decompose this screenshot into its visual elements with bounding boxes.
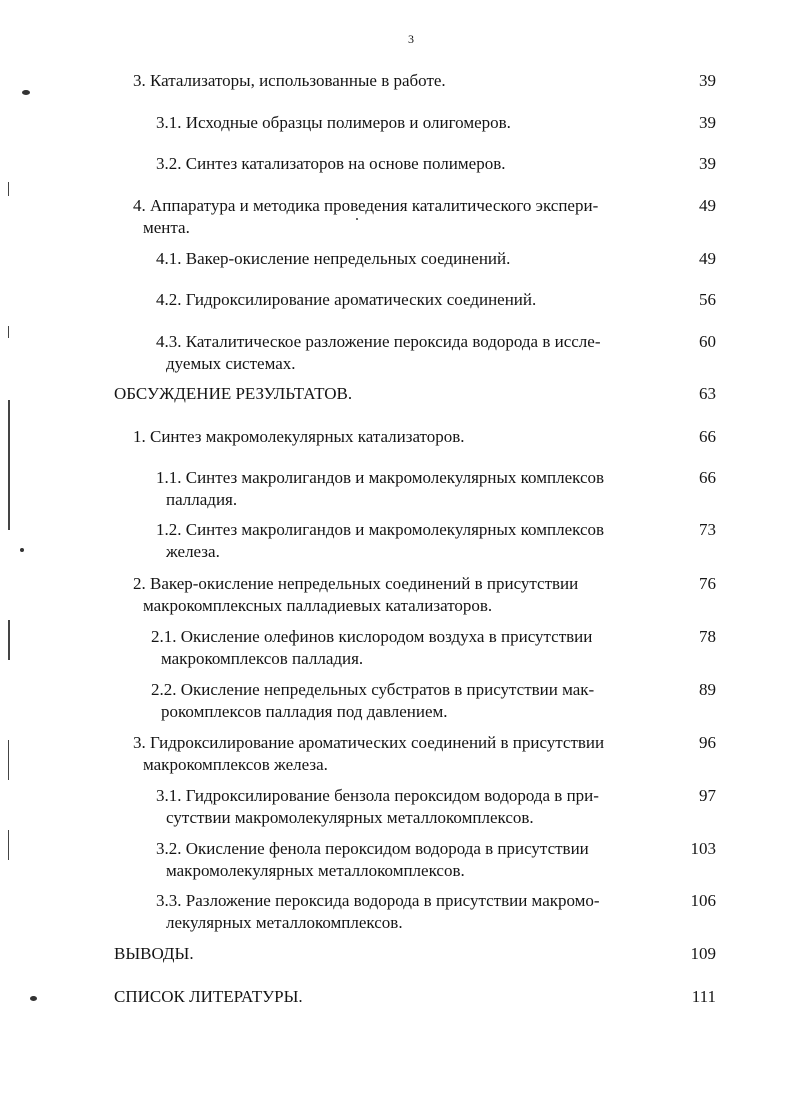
toc-entry-page: 63 (699, 384, 716, 403)
toc-entry-page: 66 (699, 468, 716, 487)
toc-entry-continuation: дуемых системах. (166, 354, 296, 373)
toc-entry-title: 2.2. Окисление непредельных субстратов в присутствии мак- (151, 680, 595, 699)
toc-entry-continuation: макрокомплексов палладия. (161, 649, 364, 668)
toc-entry-page: 106 (690, 891, 716, 910)
toc-entry-page: 109 (690, 944, 716, 963)
page-number: 3 (408, 32, 414, 46)
toc-entry-continuation: сутствии макромолекулярных металлокомплексов. (166, 808, 534, 827)
toc-entry-page: 39 (699, 71, 716, 90)
toc-entry-title: 3.2. Синтез катализаторов на основе полимеров. (156, 154, 506, 173)
toc-entry-page: 96 (699, 733, 716, 752)
toc-entry-title: 4.2. Гидроксилирование ароматических соединений. (156, 290, 537, 309)
toc-entry-title: 3.3. Разложение пероксида водорода в присутствии макромо- (156, 891, 600, 910)
scan-edge-mark (8, 182, 9, 196)
toc-entry-title: 3.1. Гидроксилирование бензола пероксидом водорода в при- (156, 786, 599, 805)
toc-entry-title: 3. Гидроксилирование ароматических соединений в присутствии (133, 733, 605, 752)
scan-edge-mark (8, 326, 9, 338)
toc-entry-page: 76 (699, 574, 716, 593)
toc-entry-continuation: мента. (143, 218, 190, 237)
toc-entry-page: 39 (699, 154, 716, 173)
toc-entry-title: 4.1. Вакер-окисление непредельных соединений. (156, 249, 511, 268)
scan-speck (30, 996, 37, 1001)
scan-edge-mark (8, 830, 9, 860)
toc-entry-continuation: палладия. (166, 490, 238, 509)
toc-entry-title: 4.3. Каталитическое разложение пероксида водорода в иссле- (156, 332, 601, 351)
toc-entry-continuation: рокомплексов палладия под давлением. (161, 702, 448, 721)
scan-speck (356, 218, 358, 220)
toc-entry-title: 1. Синтез макромолекулярных катализаторов. (133, 427, 465, 446)
toc-entry-page: 78 (699, 627, 716, 646)
toc-entry-page: 89 (699, 680, 716, 699)
toc-entry-title: 1.1. Синтез макролигандов и макромолекулярных комплексов (156, 468, 605, 487)
scan-speck (20, 548, 24, 552)
toc-entry-title: 3.2. Окисление фенола пероксидом водорода в присутствии (156, 839, 589, 858)
toc-entry-title: ВЫВОДЫ. (114, 944, 194, 963)
toc-entry-title: 2. Вакер-окисление непредельных соединений в присутствии (133, 574, 579, 593)
toc-entry-page: 49 (699, 249, 716, 268)
toc-entry-title: 2.1. Окисление олефинов кислородом воздуха в присутствии (151, 627, 593, 646)
toc-entry-page: 103 (690, 839, 716, 858)
toc-entry-page: 73 (699, 520, 716, 539)
scan-edge-mark (8, 400, 10, 530)
scan-edge-mark (8, 740, 9, 780)
toc-entry-continuation: макромолекулярных металлокомплексов. (166, 861, 465, 880)
toc-entry-title: 1.2. Синтез макролигандов и макромолекулярных комплексов (156, 520, 605, 539)
toc-entry-page: 111 (691, 987, 716, 1006)
toc-entry-title: ОБСУЖДЕНИЕ РЕЗУЛЬТАТОВ. (114, 384, 353, 403)
scan-speck (22, 90, 30, 95)
scan-edge-mark (8, 620, 10, 660)
toc-entry-title: 3. Катализаторы, использованные в работе. (133, 71, 446, 90)
toc-entry-continuation: лекулярных металлокомплексов. (166, 913, 403, 932)
toc-entry-page: 49 (699, 196, 716, 215)
toc-entry-continuation: макрокомплексов железа. (143, 755, 328, 774)
toc-entry-title: 3.1. Исходные образцы полимеров и олигомеров. (156, 113, 511, 132)
toc-entry-page: 66 (699, 427, 716, 446)
toc-entry-title: СПИСОК ЛИТЕРАТУРЫ. (114, 987, 303, 1006)
toc-entry-page: 39 (699, 113, 716, 132)
toc-entry-title: 4. Аппаратура и методика проведения каталитического экспери- (133, 196, 599, 215)
toc-entry-page: 97 (699, 786, 716, 805)
toc-entry-continuation: железа. (166, 542, 220, 561)
toc-entry-page: 60 (699, 332, 716, 351)
toc-entry-continuation: макрокомплексных палладиевых катализаторов. (143, 596, 493, 615)
toc-entry-page: 56 (699, 290, 716, 309)
